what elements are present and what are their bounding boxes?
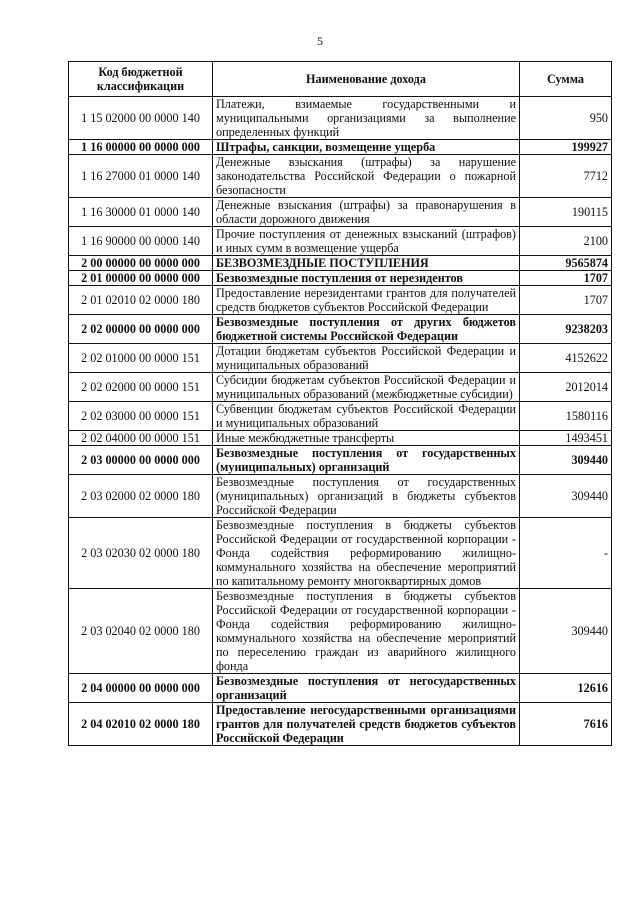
cell-sum: 199927 bbox=[520, 140, 612, 155]
cell-sum: 12616 bbox=[520, 674, 612, 703]
table-row bbox=[69, 344, 612, 373]
cell-code: 2 03 02000 02 0000 180 bbox=[69, 475, 213, 518]
cell-name: Дотации бюджетам субъектов Российской Федерации и муниципальных образований bbox=[213, 344, 520, 373]
cell-sum: 950 bbox=[520, 97, 612, 140]
cell-code: 2 04 00000 00 0000 000 bbox=[69, 674, 213, 703]
cell-name: Безвозмездные поступления от нерезидентов bbox=[213, 271, 520, 286]
cell-sum: 309440 bbox=[520, 446, 612, 475]
revenue-table bbox=[68, 61, 612, 746]
cell-name: Иные межбюджетные трансферты bbox=[213, 431, 520, 446]
cell-sum: 190115 bbox=[520, 198, 612, 227]
table-row bbox=[69, 518, 612, 589]
cell-code: 2 02 00000 00 0000 000 bbox=[69, 315, 213, 344]
cell-name: Безвозмездные поступления от государственных (муниципальных) организаций bbox=[213, 446, 520, 475]
cell-code: 1 16 30000 01 0000 140 bbox=[69, 198, 213, 227]
cell-code: 1 16 27000 01 0000 140 bbox=[69, 155, 213, 198]
table-row bbox=[69, 446, 612, 475]
cell-name: Предоставление нерезидентами грантов для получателей средств бюджетов субъектов Российской Федерации bbox=[213, 286, 520, 315]
cell-name: Платежи, взимаемые государственными и муниципальными организациями за выполнение определенных функций bbox=[213, 97, 520, 140]
cell-name: Безвозмездные поступления от негосударственных организаций bbox=[213, 674, 520, 703]
cell-name: Безвозмездные поступления от других бюджетов бюджетной системы Российской Федерации bbox=[213, 315, 520, 344]
cell-code: 1 15 02000 00 0000 140 bbox=[69, 97, 213, 140]
column-header-name: Наименование дохода bbox=[213, 62, 520, 97]
table-row bbox=[69, 227, 612, 256]
cell-sum: 1493451 bbox=[520, 431, 612, 446]
cell-name: БЕЗВОЗМЕЗДНЫЕ ПОСТУПЛЕНИЯ bbox=[213, 256, 520, 271]
cell-code: 2 03 00000 00 0000 000 bbox=[69, 446, 213, 475]
cell-code: 1 16 00000 00 0000 000 bbox=[69, 140, 213, 155]
cell-sum: 1707 bbox=[520, 271, 612, 286]
page-number: 5 bbox=[317, 34, 323, 48]
table-row bbox=[69, 140, 612, 155]
cell-code: 2 02 02000 00 0000 151 bbox=[69, 373, 213, 402]
cell-sum: 7616 bbox=[520, 703, 612, 746]
table-row bbox=[69, 373, 612, 402]
cell-sum: 2100 bbox=[520, 227, 612, 256]
cell-name: Прочие поступления от денежных взысканий (штрафов) и иных сумм в возмещение ущерба bbox=[213, 227, 520, 256]
cell-sum: 1707 bbox=[520, 286, 612, 315]
cell-code: 2 00 00000 00 0000 000 bbox=[69, 256, 213, 271]
table-row bbox=[69, 402, 612, 431]
cell-code: 2 03 02030 02 0000 180 bbox=[69, 518, 213, 589]
cell-sum: - bbox=[520, 518, 612, 589]
table-row bbox=[69, 431, 612, 446]
cell-code: 2 02 01000 00 0000 151 bbox=[69, 344, 213, 373]
column-header-code: Код бюджетной классификации bbox=[69, 62, 213, 97]
table-row bbox=[69, 286, 612, 315]
cell-name: Штрафы, санкции, возмещение ущерба bbox=[213, 140, 520, 155]
table-row bbox=[69, 198, 612, 227]
table-row bbox=[69, 155, 612, 198]
column-header-sum: Сумма bbox=[520, 62, 612, 97]
cell-name: Безвозмездные поступления в бюджеты субъектов Российской Федерации от государственной корпорации - Фонда содействия реформированию жилищно-коммунального хозяйства на обеспечение мероприятий по капитальному ремонту многоквартирных домов bbox=[213, 518, 520, 589]
cell-sum: 309440 bbox=[520, 589, 612, 674]
table-row bbox=[69, 271, 612, 286]
table-body bbox=[69, 97, 612, 746]
cell-code: 2 04 02010 02 0000 180 bbox=[69, 703, 213, 746]
cell-sum: 7712 bbox=[520, 155, 612, 198]
cell-code: 2 02 03000 00 0000 151 bbox=[69, 402, 213, 431]
cell-name: Безвозмездные поступления от государственных (муниципальных) организаций в бюджеты субъектов Российской Федерации bbox=[213, 475, 520, 518]
table-row bbox=[69, 674, 612, 703]
cell-name: Денежные взыскания (штрафы) за правонарушения в области дорожного движения bbox=[213, 198, 520, 227]
cell-sum: 4152622 bbox=[520, 344, 612, 373]
table-row bbox=[69, 256, 612, 271]
cell-sum: 1580116 bbox=[520, 402, 612, 431]
cell-name: Субвенции бюджетам субъектов Российской Федерации и муниципальных образований bbox=[213, 402, 520, 431]
table-header-row bbox=[69, 62, 612, 97]
table-row bbox=[69, 97, 612, 140]
cell-name: Безвозмездные поступления в бюджеты субъектов Российской Федерации от государственной корпорации - Фонда содействия реформированию жилищно-коммунального хозяйства на обеспечение мероприятий по переселению граждан из аварийного жилищного фонда bbox=[213, 589, 520, 674]
cell-sum: 309440 bbox=[520, 475, 612, 518]
table-row bbox=[69, 475, 612, 518]
cell-code: 2 03 02040 02 0000 180 bbox=[69, 589, 213, 674]
cell-code: 2 02 04000 00 0000 151 bbox=[69, 431, 213, 446]
table-row bbox=[69, 589, 612, 674]
cell-name: Субсидии бюджетам субъектов Российской Федерации и муниципальных образований (межбюджетные субсидии) bbox=[213, 373, 520, 402]
cell-code: 2 01 00000 00 0000 000 bbox=[69, 271, 213, 286]
cell-sum: 9238203 bbox=[520, 315, 612, 344]
cell-sum: 9565874 bbox=[520, 256, 612, 271]
cell-sum: 2012014 bbox=[520, 373, 612, 402]
cell-code: 2 01 02010 02 0000 180 bbox=[69, 286, 213, 315]
cell-code: 1 16 90000 00 0000 140 bbox=[69, 227, 213, 256]
table-row bbox=[69, 315, 612, 344]
cell-name: Денежные взыскания (штрафы) за нарушение законодательства Российской Федерации о пожарной безопасности bbox=[213, 155, 520, 198]
cell-name: Предоставление негосударственными организациями грантов для получателей средств бюджетов субъектов Российской Федерации bbox=[213, 703, 520, 746]
table-row bbox=[69, 703, 612, 746]
